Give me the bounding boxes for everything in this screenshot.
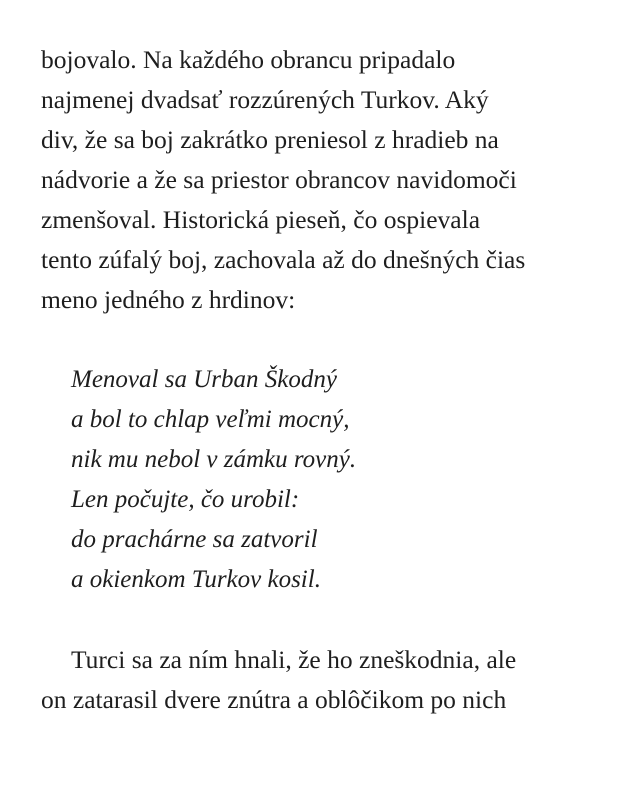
paragraph-line: bojovalo. Na každého obrancu pripadalo xyxy=(41,45,456,74)
paragraph-line: tento zúfalý boj, zachovala až do dnešných čias xyxy=(41,245,526,274)
verse-line: Len počujte, čo urobil: xyxy=(71,486,300,513)
verse-block xyxy=(41,360,606,600)
paragraph-line: Turci sa za ním hnali, že ho zneškodnia, ale xyxy=(71,645,517,674)
paragraph-line: zmenšoval. Historická pieseň, čo ospievala xyxy=(41,205,481,234)
paragraph-line: meno jedného z hrdinov: xyxy=(41,285,296,314)
paragraph-line: on zatarasil dvere znútra a oblôčikom po nich xyxy=(41,685,507,714)
page-content xyxy=(41,40,606,720)
paragraph-2 xyxy=(41,640,606,720)
verse-line: a bol to chlap veľmi mocný, xyxy=(71,406,350,433)
verse-line: do prachárne sa zatvoril xyxy=(71,526,318,553)
paragraph-line: najmenej dvadsať rozzúrených Turkov. Aký xyxy=(41,85,489,114)
verse-line: a okienkom Turkov kosil. xyxy=(71,566,321,593)
verse-line: nik mu nebol v zámku rovný. xyxy=(71,446,357,473)
paragraph-line: nádvorie a že sa priestor obrancov navidomoči xyxy=(41,165,517,194)
paragraph-line: div, že sa boj zakrátko preniesol z hradieb na xyxy=(41,125,499,154)
paragraph-1 xyxy=(41,40,606,320)
verse-line: Menoval sa Urban Škodný xyxy=(71,366,337,393)
